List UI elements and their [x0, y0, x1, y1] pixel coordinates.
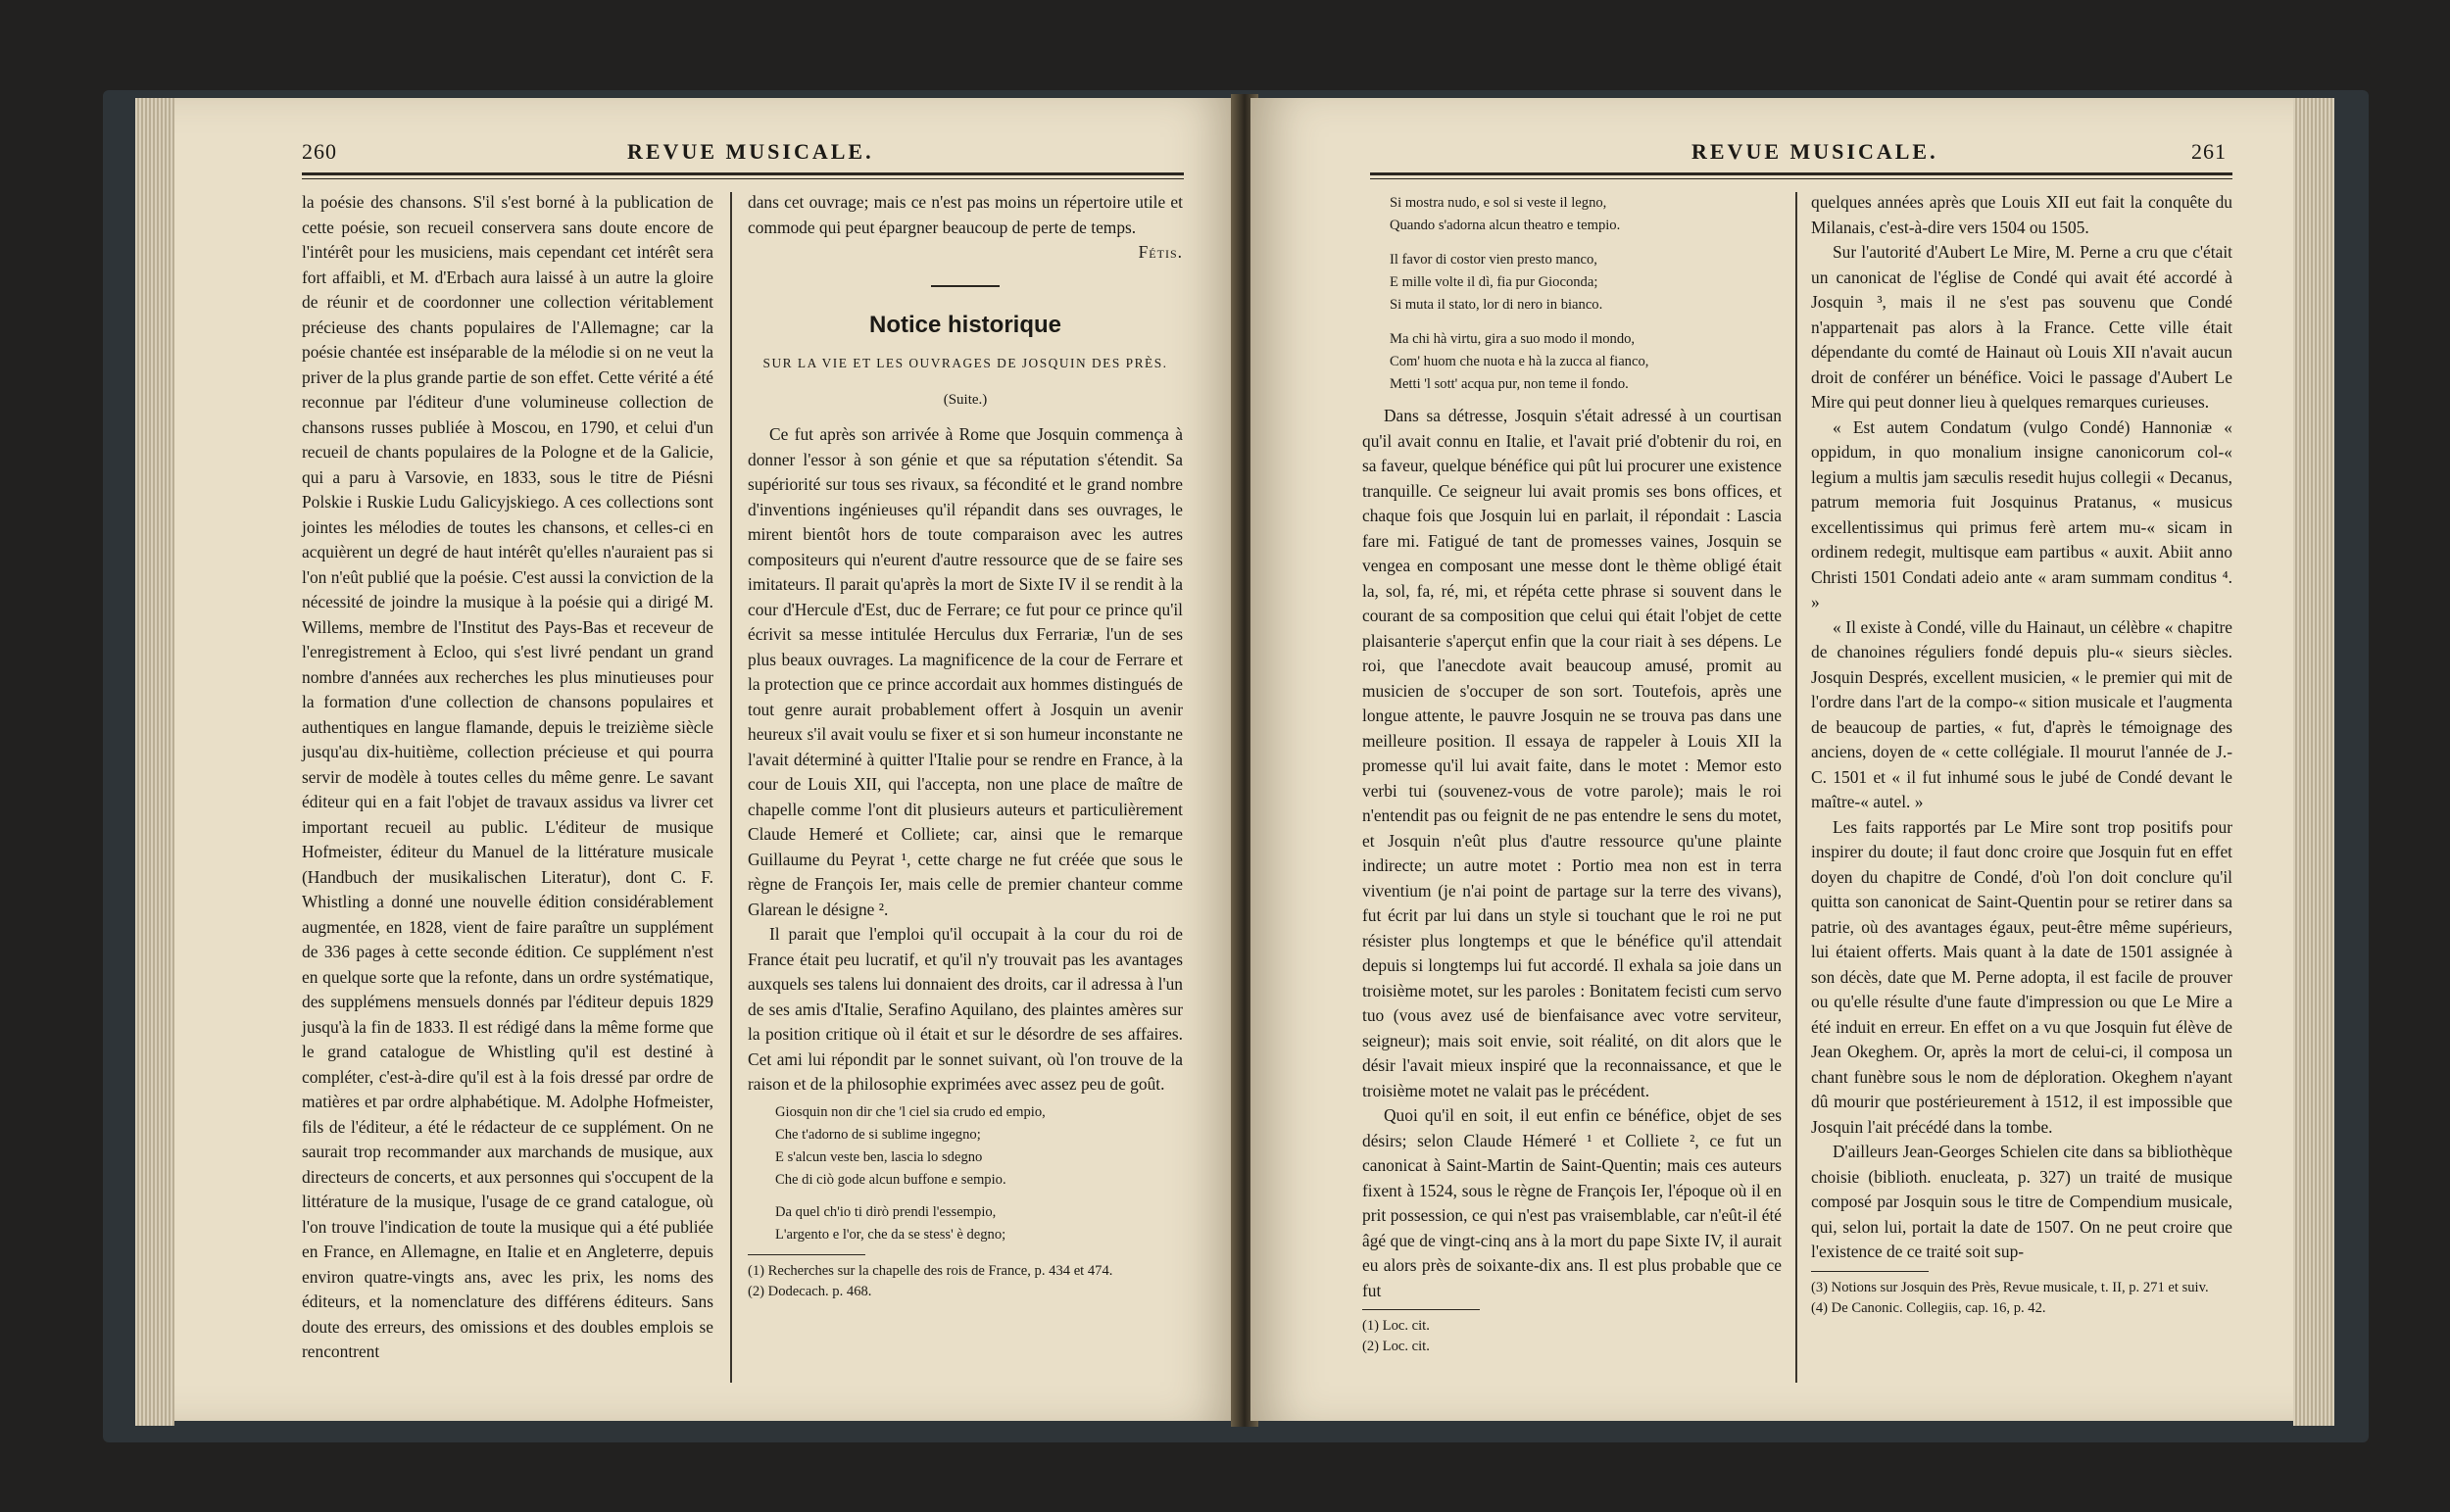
verse-line: L'argento e l'or, che da se stess' è degno;	[775, 1226, 1006, 1243]
latin-quotation: « Est autem Condatum (vulgo Condé) Hannoniæ « oppidum, in quo monalium insigne canonicorum col-« legium a multis jam sæculis resedit hujus collegii « Decanus, patrum memoria fuit Josquinus Pratanus, « musicus excellentissimus qui primus ferè artem mu-« sicam in ordinem redegit, multisque eam partibus « auxit. Abiit anno Christi 1501 Condati adeio ante « aram summam conditus ⁴. »	[1811, 416, 2232, 611]
footnote: (3) Notions sur Josquin des Près, Revue musicale, t. II, p. 271 et suiv.	[1811, 1279, 2209, 1295]
paragraph: Dans sa détresse, Josquin s'était adressé à un courtisan qu'il avait connu en Italie, et l'avait prié d'obtenir du roi, en sa faveur, quelque bénéfice qui pût lui procurer une existence tranquille. Ce seigneur lui avait promis ses bons offices, et chaque fois que Josquin lui en parlait, il répondait : Lascia fare mi. Fatigué de tant de promesses vaines, Josquin se vengea en composant une messe dont le thème obligé était la, sol, fa, ré, mi, et répéta cette phrase si souvent dans le courant de sa composition que celui qui était l'objet de cette plaisanterie s'aperçut enfin que la cour riait à ses dépens. Le roi, que l'anecdote avait beaucoup amusé, promit au musicien de s'occuper de son sort. Toutefois, après une longue attente, le pauvre Josquin ne se trouva pas dans une meilleure position. Il essaya de rappeler à Louis XII la promesse qu'il lui avait faite, dans le motet : Memor esto verbi tui (souvenez-vous de votre parole); mais le roi n'entendit pas ou feignit de ne pas entendre le sens du motet, et Josquin n'eût plus d'autre ressource qu'une plainte indirecte; un autre motet : Portio mea non est in terra viventium (je n'ai point de partage sur la terre des vivans), fut écrit par lui dans un style si touchant que le roi ne put résister plus longtemps et que le bénéfice qu'il attendait depuis si longtemps lui fut accordé. Il exhala sa joie dans un troisième motet, sur les paroles : Bonitatem fecisti cum servo tuo (vous avez usé de bienfaisance avec votre serviteur, seigneur); mais soit envie, soit réalité, on dit alors que le désir l'avait mieux inspiré que la reconnaissance, et que le troisième motet ne valait pas le précédent.	[1362, 406, 1782, 1100]
left-column-1	[302, 190, 713, 1365]
paragraph: Quoi qu'il en soit, il eut enfin ce bénéfice, objet de ses désirs; selon Claude Hémeré ¹ et Colliete ², ce fut un canonicat à Saint-Martin de Saint-Quentin; mais ces auteurs fixent à 1524, sous le règne de François Ier, l'époque où il en prit possession, ce qui n'est pas vraisemblable, car n'eût-il été âgé que de vingt-cinq ans à la mort du pape Sixte IV, il aurait eu alors près de soixante-dix ans. Il est plus probable que ce fut	[1362, 1105, 1782, 1300]
footnote-rule	[1811, 1271, 1929, 1272]
left-page	[174, 98, 1239, 1421]
verse-line: Che t'adorno de si sublime ingegno;	[775, 1126, 981, 1143]
footnote: (4) De Canonic. Collegiis, cap. 16, p. 42.	[1811, 1299, 2046, 1316]
verse-line: Da quel ch'io ti dirò prendi l'essempio,	[775, 1203, 997, 1220]
article-subheading: SUR LA VIE ET LES OUVRAGES DE JOSQUIN DES PRÈS.	[762, 356, 1168, 370]
verse-line: Si mostra nudo, e sol si veste il legno,	[1390, 195, 1607, 211]
header-rule	[1370, 172, 2232, 175]
verse-gap	[1390, 317, 1782, 328]
paragraph: la poésie des chansons. S'il s'est borné à la publication de cette poésie, son recueil conservera sans doute encore de l'intérêt pour les musiciens, mais cependant cet intérêt sera fort affaibli, et M. d'Erbach aura laissé à un autre la gloire de réunir et de coordonner une collection véritablement précieuse des chants populaires de l'Allemagne; car la poésie chantée est inséparable de la mélodie si on ne veut la priver de la plus grande partie de son effet. Cette vérité a été reconnue par l'éditeur d'une volumineuse collection de chansons russes publiée à Moscou, en 1790, et celui d'un recueil de chants populaires de la Pologne et de la Galicie, qui a paru à Varsovie, en 1833, sous le titre de Piésni Polskie i Ruskie Ludu Galicyjskiego. A ces collections sont jointes les mélodies de toutes les chansons, et celles-ci en acquièrent un degré de haut intérêt qu'elles n'auraient pas si l'on n'eût publié que la poésie. C'est aussi la conviction de la nécessité de joindre la musique à la poésie qui a dirigé M. Willems, membre de l'Institut des Pays-Bas et receveur de l'enregistrement à Ecloo, qui s'est livré pendant un grand nombre d'années aux recherches les plus minutieuses pour la formation d'une collection de chansons populaires et authentiques en langue flamande, depuis le treizième siècle jusqu'au dix-huitième, collection précieuse et qui pourra servir de modèle à toutes celles du même genre. Le savant éditeur qui en a fait l'objet de travaux assidus va livrer cet important recueil au public. L'éditeur de musique Hofmeister, éditeur du Manuel de la littérature musicale (Handbuch der musikalischen Literatur), dont C. F. Whistling a donné une nouvelle édition considérablement augmentée, en 1828, vient de faire paraître un supplément de 336 pages à cette seconde édition. Ce supplément n'est en quelque sorte que la refonte, dans un ordre systématique, des supplémens mensuels donnés par l'éditeur depuis 1829 jusqu'à la fin de 1833. Il est rédigé dans la même forme que le grand catalogue de Whistling qu'il est destiné à compléter, c'est-à-dire qu'il est à la fois dressé par ordre de matières et par ordre alphabétique. M. Adolphe Hofmeister, fils de l'éditeur, a été le rédacteur de ce supplément. On ne saurait trop recommander aux marchands de musique, aux directeurs de concerts, et aux personnes qui s'occupent de la littérature de la musique, l'usage de ce grand catalogue, où l'on trouve l'indication de toute la musique qui a été publiée en France, en Allemagne, en Italie et en Angleterre, depuis environ quatre-vingts ans, avec les prix, les noms des éditeurs, et la nomenclature des différens éditeurs. Sans doute des erreurs, des omissions et des doubles emplois se rencontrent	[302, 192, 713, 1361]
paragraph: D'ailleurs Jean-Georges Schielen cite dans sa bibliothèque choisie (biblioth. enucleata, p. 327) un traité de musique composé par Josquin sous le titre de Compendium musicale, qui, selon lui, portait la date de 1507. On ne peut croire que l'existence de ce traité soit sup-	[1811, 1142, 2232, 1261]
sonnet-verse	[748, 1101, 1183, 1246]
verse-line: Giosquin non dir che 'l ciel sia crudo ed empio,	[775, 1103, 1046, 1120]
verse-gap	[1390, 237, 1782, 249]
running-head-right	[1250, 139, 2293, 169]
right-page	[1250, 98, 2293, 1421]
page-number: 260	[302, 139, 337, 164]
french-translation: « Il existe à Condé, ville du Hainaut, un célèbre « chapitre de chanoines réguliers fondé depuis plu-« sieurs siècles. Josquin Després, excellent musicien, « le premier qui mit de l'ordre dans l'art de la compo-« sition musicale et l'augmenta de beaucoup de parties, « fut, d'après le témoignage des anciens, doyen de « cette collégiale. Il mourut l'année de J.-C. 1501 et « il fut inhumé sous le jubé de Condé devant le maître-« autel. »	[1811, 616, 2232, 811]
footnote: (2) Loc. cit.	[1362, 1339, 1430, 1354]
column-divider	[1795, 192, 1797, 1383]
signature: Fétis.	[1138, 242, 1183, 262]
verse-line: Che di ciò gode alcun buffone e sempio.	[775, 1171, 1006, 1188]
header-rule-thin	[302, 178, 1184, 179]
right-column-2	[1811, 190, 2232, 1319]
suite-label: (Suite.)	[943, 391, 988, 408]
section-rule	[931, 285, 1000, 287]
running-title: REVUE MUSICALE.	[1691, 139, 1938, 164]
verse-line: Si muta il stato, lor di nero in bianco.	[1390, 297, 1603, 313]
header-rule-thin	[1370, 178, 2232, 179]
footnote: (1) Recherches sur la chapelle des rois de France, p. 434 et 474.	[748, 1262, 1113, 1279]
sonnet-verse	[1362, 192, 1782, 396]
paragraph: quelques années après que Louis XII eut fait la conquête du Milanais, c'est-à-dire vers 1504 ou 1505.	[1811, 192, 2232, 237]
verse-line: Com' huom che nuota e hà la zucca al fianco,	[1390, 354, 1649, 369]
footnote: (1) Loc. cit.	[1362, 1318, 1430, 1334]
paragraph: Sur l'autorité d'Aubert Le Mire, M. Perne a cru que c'était un canonicat de l'église de Condé qui avait été accordé à Josquin ³, mais il ne s'est pas souvenu que Condé n'appartenait pas alors à la France. Cette ville était dépendante du comté de Hainaut où Louis XII n'avait aucun droit de conférer un bénéfice. Voici le passage d'Aubert Le Mire qui peut donner lieu à quelques remarques curieuses.	[1811, 242, 2232, 412]
page-number: 261	[2191, 139, 2227, 164]
running-head-left	[174, 139, 1239, 169]
verse-line: E s'alcun veste ben, lascia lo sdegno	[775, 1148, 983, 1165]
verse-line: Il favor di costor vien presto manco,	[1390, 252, 1597, 268]
verse-line: Ma chi hà virtu, gira a suo modo il mondo,	[1390, 331, 1636, 347]
paragraph: Les faits rapportés par Le Mire sont trop positifs pour inspirer du doute; il faut donc croire que Josquin fut en effet doyen du chapitre de Condé, d'où l'on doit conclure qu'il quitta son canonicat de Saint-Quentin pour se retirer dans sa patrie, où des avantages égaux, peut-être même supérieurs, lui étaient offerts. Mais quant à la date de 1501 assignée à son décès, date que M. Perne adopta, il est facile de prouver ou qu'elle résulte d'une faute d'impression ou que Le Mire a été induit en erreur. En effet on a vu que Josquin fut élève de Jean Okeghem. Or, après la mort de celui-ci, il composa un chant funèbre sous le nom de déploration. Okeghem n'ayant dû mourir que postérieurement à 1512, il est impossible que Josquin l'ait précédé dans la tombe.	[1811, 816, 2232, 1137]
verse-gap	[775, 1192, 1183, 1201]
paragraph: Ce fut après son arrivée à Rome que Josquin commença à donner l'essor à son génie et que sa réputation s'étendit. Sa supériorité sur tous ses rivaux, sa fécondité et le grand nombre d'inventions ingénieuses qu'il répandit dans ses ouvrages, le mirent bientôt hors de toute comparaison avec les autres compositeurs qui n'eurent d'autre ressource que de se faire ses imitateurs. Il parait qu'après la mort de Sixte IV il se rendit à la cour d'Hercule d'Est, duc de Ferrare; ce fut pour ce prince qu'il écrivit sa messe intitulée Herculus dux Ferrariæ, l'un de ses plus beaux ouvrages. La magnificence de la cour de Ferrare et la protection que ce prince accordait aux hommes distingués de tout genre aurait probablement offert à Josquin un avenir heureux s'il avait voulu se fixer et si son humeur inconstante ne l'avait déterminé à quitter l'Italie pour se rendre en France, à la cour de Louis XII, qui l'accepta, non une place de maître de chapelle comme l'ont dit plusieurs auteurs et particulièrement Claude Hemeré et Colliete; car, ainsi que le remarque Guillaume du Peyrat ¹, cette charge ne fut créée que sous le règne de François Ier, mais celle de premier chanteur comme Glarean le désigne ².	[748, 424, 1183, 919]
article-heading: Notice historique	[868, 311, 1062, 338]
page-edges-left	[135, 98, 174, 1426]
footnote-rule	[748, 1254, 865, 1255]
page-edges-right	[2293, 98, 2334, 1426]
left-column-2	[748, 190, 1183, 1302]
paragraph: dans cet ouvrage; mais ce n'est pas moins un répertoire utile et commode qui peut épargner beaucoup de perte de temps.	[748, 192, 1183, 237]
verse-line: E mille volte il dì, fia pur Gioconda;	[1390, 274, 1598, 290]
header-rule	[302, 172, 1184, 175]
running-title: REVUE MUSICALE.	[627, 139, 874, 164]
column-divider	[730, 192, 732, 1383]
right-column-1	[1362, 190, 1782, 1357]
verse-line: Quando s'adorna alcun theatro e tempio.	[1390, 218, 1621, 233]
verse-line: Metti 'l sott' acqua pur, non teme il fondo.	[1390, 376, 1629, 392]
footnote: (2) Dodecach. p. 468.	[748, 1283, 872, 1299]
paragraph: Il parait que l'emploi qu'il occupait à la cour du roi de France était peu lucratif, et qu'il n'y trouvait pas les avantages auxquels ses talens lui donnaient des droits, car il adressa à l'un de ses amis d'Italie, Serafino Aquilano, des plaintes amères sur la position critique où il était et sur le désordre de ses affaires. Cet ami lui répondit par le sonnet suivant, où l'on trouve de la raison et de la philosophie exprimées avec assez peu de goût.	[748, 924, 1183, 1094]
footnote-rule	[1362, 1309, 1480, 1310]
